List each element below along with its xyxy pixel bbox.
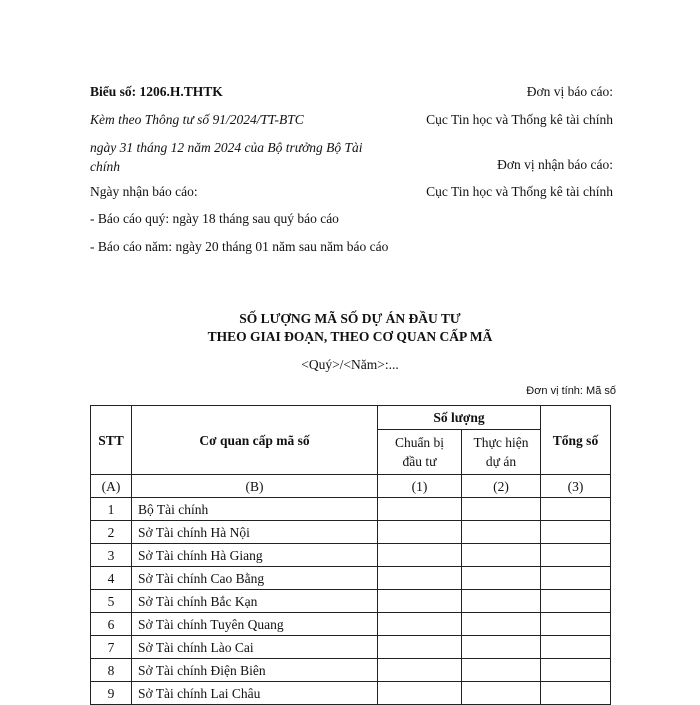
unit-note: Đơn vị tính: Mã số (526, 385, 616, 397)
code-3: (3) (541, 475, 611, 498)
row-agency: Sở Tài chính Bắc Kạn (132, 590, 378, 613)
row-agency: Bộ Tài chính (132, 498, 378, 521)
date-line: ngày 31 tháng 12 năm 2024 của Bộ trưởng Bộ Tài chính (90, 140, 363, 174)
cell-prep (378, 659, 462, 682)
code-1: (1) (378, 475, 462, 498)
row-agency: Sở Tài chính Lào Cai (132, 636, 378, 659)
report-period: <Quý>/<Năm>:... (301, 357, 399, 372)
row-stt: 5 (91, 590, 132, 613)
header-quantity: Số lượng (378, 406, 541, 430)
cell-prep (378, 613, 462, 636)
table-row (91, 521, 611, 544)
table-row (91, 544, 611, 567)
cell-total (541, 498, 611, 521)
cell-impl (462, 521, 541, 544)
cell-prep (378, 590, 462, 613)
quarter-report-note: - Báo cáo quý: ngày 18 tháng sau quý báo cáo (90, 211, 339, 226)
code-b: (B) (132, 475, 378, 498)
row-stt: 8 (91, 659, 132, 682)
row-agency: Sở Tài chính Điện Biên (132, 659, 378, 682)
table-row (91, 636, 611, 659)
cell-total (541, 544, 611, 567)
table-row (91, 567, 611, 590)
cell-prep (378, 521, 462, 544)
table-row (91, 590, 611, 613)
attach-line: Kèm theo Thông tư số 91/2024/TT-BTC (90, 112, 304, 127)
cell-total (541, 590, 611, 613)
cell-impl (462, 567, 541, 590)
receive-date-label: Ngày nhận báo cáo: (90, 184, 198, 199)
row-agency: Sở Tài chính Tuyên Quang (132, 613, 378, 636)
cell-total (541, 659, 611, 682)
table-row (91, 659, 611, 682)
table-row (91, 498, 611, 521)
cell-impl (462, 659, 541, 682)
row-stt: 9 (91, 682, 132, 705)
cell-prep (378, 636, 462, 659)
cell-impl (462, 613, 541, 636)
form-code: 1206.H.THTK (139, 84, 223, 99)
row-agency: Sở Tài chính Hà Giang (132, 544, 378, 567)
form-label: Biểu số: (90, 84, 137, 99)
cell-prep (378, 498, 462, 521)
year-report-note: - Báo cáo năm: ngày 20 tháng 01 năm sau năm báo cáo (90, 239, 389, 254)
data-table (90, 405, 611, 705)
cell-total (541, 636, 611, 659)
row-agency: Sở Tài chính Cao Bằng (132, 567, 378, 590)
row-stt: 6 (91, 613, 132, 636)
cell-impl (462, 636, 541, 659)
header-prep: Chuẩn bị đầu tư (378, 430, 462, 475)
header-stt: STT (91, 406, 132, 475)
form-number (90, 82, 390, 101)
row-stt: 1 (91, 498, 132, 521)
row-stt: 2 (91, 521, 132, 544)
cell-impl (462, 544, 541, 567)
receiving-unit: Cục Tin học và Thống kê tài chính (426, 184, 613, 199)
code-row (91, 475, 611, 498)
receiving-unit-label: Đơn vị nhận báo cáo: (497, 157, 613, 172)
table-row (91, 613, 611, 636)
header-agency: Cơ quan cấp mã số (132, 406, 378, 475)
cell-impl (462, 498, 541, 521)
cell-prep (378, 682, 462, 705)
cell-prep (378, 544, 462, 567)
cell-total (541, 682, 611, 705)
table-row (91, 682, 611, 705)
cell-impl (462, 590, 541, 613)
reporting-unit-label: Đơn vị báo cáo: (526, 84, 613, 99)
cell-impl (462, 682, 541, 705)
code-2: (2) (462, 475, 541, 498)
cell-total (541, 521, 611, 544)
report-title-line2: THEO GIAI ĐOẠN, THEO CƠ QUAN CẤP MÃ (207, 329, 493, 344)
row-stt: 4 (91, 567, 132, 590)
row-agency: Sở Tài chính Lai Châu (132, 682, 378, 705)
header-total: Tổng số (541, 406, 611, 475)
code-a: (A) (91, 475, 132, 498)
row-stt: 3 (91, 544, 132, 567)
reporting-unit: Cục Tin học và Thống kê tài chính (426, 112, 613, 127)
header-impl: Thực hiện dự án (462, 430, 541, 475)
row-stt: 7 (91, 636, 132, 659)
cell-prep (378, 567, 462, 590)
row-agency: Sở Tài chính Hà Nội (132, 521, 378, 544)
report-title-line1: SỐ LƯỢNG MÃ SỐ DỰ ÁN ĐẦU TƯ (239, 311, 461, 326)
cell-total (541, 613, 611, 636)
cell-total (541, 567, 611, 590)
